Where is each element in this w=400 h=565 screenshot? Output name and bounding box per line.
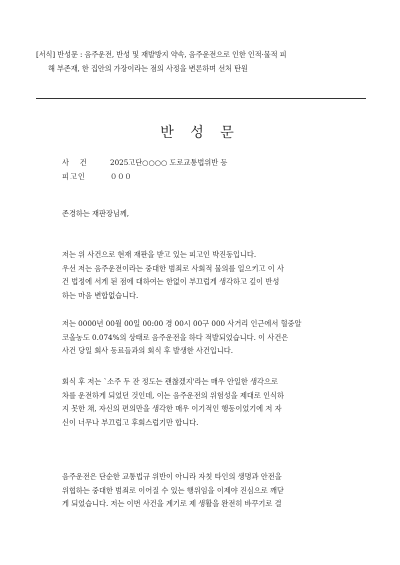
paragraph-line: 사건 당일 회사 동료들과의 회식 후 발생한 사건입니다. (62, 346, 234, 355)
paragraph-line: 게 되었습니다. 저는 이번 사건을 계기로 제 생활을 완전히 바꾸기로 결 (62, 499, 282, 508)
paragraph-line: 회식 후 저는 `소주 두 잔 정도는 괜찮겠지'라는 매우 안일한 생각으로 (62, 377, 278, 386)
defendant-label: 피고인 (62, 172, 86, 181)
case-info (62, 156, 227, 184)
case-label: 사 건 (62, 158, 88, 167)
paragraph-4 (62, 470, 346, 511)
defendant-row (62, 170, 227, 184)
header-line-2: 해 부존재, 한 집안의 가장이라는 점의 사정을 변론하며 선처 탄원 (48, 64, 248, 73)
paragraph-line: 건 법정에 서게 된 점에 대하여는 한없이 부끄럽게 생각하고 깊이 반성 (62, 277, 280, 286)
paragraph-1 (62, 248, 346, 302)
case-row (62, 156, 227, 170)
paragraph-3 (62, 375, 346, 429)
paragraph-line: 음주운전은 단순한 교통법규 위반이 아니라 자칫 타인의 생명과 안전을 (62, 472, 282, 481)
paragraph-line: 하는 마음 변합없습니다. (62, 290, 139, 300)
paragraph-2 (62, 317, 346, 358)
defendant-value: ０００ (110, 172, 132, 181)
paragraph-line: 코올농도 0.074%의 상태로 음주운전을 하다 적발되었습니다. 이 사건은 (62, 332, 289, 342)
paragraph-line: 신이 너무나 부끄럽고 후회스럽기만 합니다. (62, 417, 199, 427)
document-title: 반 성 문 (160, 125, 240, 141)
header-note (36, 48, 366, 76)
header-line-1: [서식] 반성문 : 음주운전, 반성 및 재발방지 약속, 음주운전으로 인한 인적·물적 피 (36, 50, 287, 59)
paragraph-line: 저는 0000년 00월 00일 00:00 경 00시 00구 000 사거리 인근에서 혈중알 (62, 319, 302, 328)
paragraph-line: 차를 운전하게 되었던 것인데, 이는 음주운전의 위험성을 제대로 인식하 (62, 390, 284, 400)
paragraph-line: 위협하는 중대한 범죄로 이어질 수 있는 행위임을 이제야 진심으로 깨닫 (62, 485, 284, 495)
paragraph-line: 우선 저는 음주운전이라는 중대한 범죄로 사회적 물의를 일으키고 이 사 (62, 263, 284, 273)
paragraph-line: 지 못한 채, 자신의 편의만을 생각한 매우 이기적인 행동이었기에 저 자 (62, 404, 282, 413)
paragraph-line: 저는 위 사건으로 현재 재판을 받고 있는 피고인 박진동입니다. (62, 250, 257, 259)
greeting: 존경하는 재판장님께, (62, 209, 130, 218)
case-value: 2025고단○○○○ 도로교통법위반 등 (110, 158, 228, 167)
header-divider (36, 98, 366, 99)
